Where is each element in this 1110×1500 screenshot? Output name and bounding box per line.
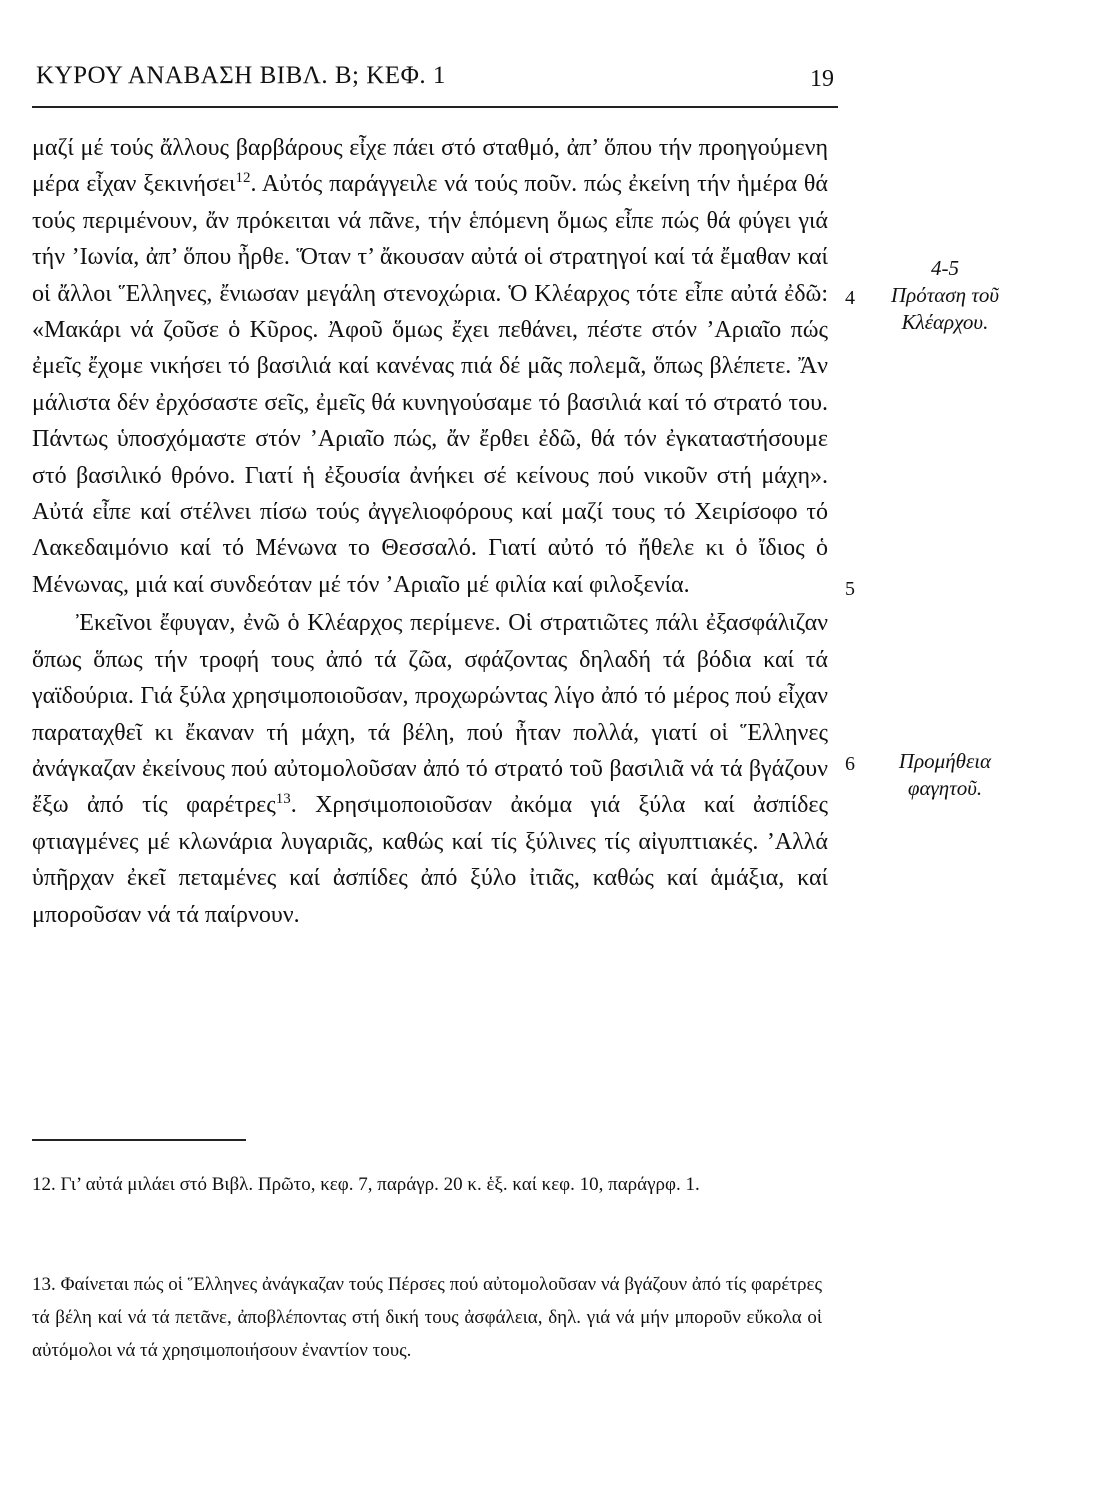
- margin-note-provisions: [880, 748, 1010, 802]
- margin-note-proposal: [880, 255, 1010, 336]
- paragraph-1-part-2: . Αὐτός παράγγειλε νά τούς ποῦν. πώς ἐκείνη τήν ἡμέρα θά τούς περιμένουν, ἄν πρόκειται νά πᾶνε, τήν ἑπόμενη ὅμως εἶπε πώς θά φύγει γιά τήν ’Ιωνία, ἀπ’ ὅπου ἦρθε. Ὅταν τ’ ἄκουσαν αὐτά οἱ στρατηγοί καί τά ἔμαθαν καί οἱ ἄλλοι Ἕλληνες, ἔνιωσαν μεγάλη στενοχώρια. Ὁ Κλέαρχος τότε εἶπε αὐτά ἐδῶ: «Μακάρι νά ζοῦσε ὁ Κῦρος. Ἀφοῦ ὅμως ἔχει πεθάνει, πέστε στόν ’Αριαῖο πώς ἐμεῖς ἔχομε νικήσει τό βασιλιά καί κανένας πιά δέ μᾶς πολεμᾶ, ὅπως βλέπετε. Ἄν μάλιστα δέν ἐρχόσαστε σεῖς, ἐμεῖς θά κυνηγούσαμε τό βασιλιά καί τό στρατό του. Πάντως ὑποσχόμαστε στόν ’Αριαῖο πώς, ἄν ἔρθει ἐδῶ, θά τόν ἐγκαταστήσουμε στό βασιλικό θρόνο. Γιατί ἡ ἐξουσία ἀνήκει σέ κείνους πού νικοῦν στή μάχη». Αὐτά εἶπε καί στέλνει πίσω τούς ἀγγελιοφόρους καί μαζί τους τό Χειρίσοφο τό Λακεδαιμόνιο καί τό Μένωνα το Θεσσαλό. Γιατί αὐτό τό ἤθελε κι ὁ ἴδιος ὁ Μένωνας, μιά καί συνδεόταν μέ τόν ’Αριαῖο μέ φιλία καί φιλοξενία.: [32, 171, 828, 598]
- footnote-separator: [32, 1139, 246, 1141]
- running-header: [32, 62, 838, 108]
- margin-number-5: 5: [845, 578, 855, 600]
- paragraph-2-part-2: . Χρησιμοποιοῦσαν ἀκόμα γιά ξύλα καί ἀσπίδες φτιαγμένες μέ κλωνάρια λυγαριᾶς, καθώς καί τίς ξύλινες τίς αἰγυπτιακές. ’Αλλά ὑπῆρχαν ἐκεῖ πεταμένες καί ἀσπίδες ἀπό ξύλο ἰτιᾶς, καθώς καί ἁμάξια, καί μποροῦσαν νά τά παίρνουν.: [32, 792, 829, 928]
- paragraph-2: [32, 605, 828, 933]
- margin-note-proposal-range: 4-5: [931, 256, 959, 280]
- paragraph-1-part-1: μαζί μέ τούς ἄλλους βαρβάρους εἶχε πάει στό σταθμό, ἀπ’ ὅπου τήν προηγούμενη μέρα εἶχαν ξεκινήσει: [32, 135, 828, 198]
- running-title: ΚΥΡΟΥ ΑΝΑΒΑΣΗ ΒΙΒΛ. Β; ΚΕΦ. 1: [36, 62, 446, 89]
- main-text: [32, 130, 828, 933]
- margin-note-provisions-line-1: Προμήθεια: [898, 749, 992, 773]
- margin-note-proposal-line-1: Πρόταση τοῦ: [891, 283, 999, 307]
- margin-note-proposal-line-2: Κλέαρχου.: [901, 310, 989, 334]
- footnote-ref-13: 13: [275, 791, 291, 808]
- paragraph-2-part-1: Ἐκεῖνοι ἔφυγαν, ἐνῶ ὁ Κλέαρχος περίμενε. Οἱ στρατιῶτες πάλι ἐξασφάλιζαν ὅπως ὅπως τήν τροφή τους ἀπό τά ζῶα, σφάζοντας δηλαδή τά βόδια καί τά γαϊδούρια. Γιά ξύλα χρησιμοποιοῦσαν, προχωρώντας λίγο ἀπό τό μέρος πού εἶχαν παραταχθεῖ κι ἔκαναν τή μάχη, τά βέλη, πού ἦταν πολλά, γιατί οἱ Ἕλληνες ἀνάγκαζαν ἐκείνους πού αὐτομολοῦσαν ἀπό τό στρατό τοῦ βασιλιᾶ νά τά βγάζουν ἔξω ἀπό τίς φαρέτρες: [32, 610, 828, 819]
- page-number: 19: [810, 66, 834, 92]
- margin-note-provisions-line-2: φαγητοῦ.: [907, 776, 983, 800]
- margin-number-6: 6: [845, 753, 855, 775]
- footnote-13: 13. Φαίνεται πώς οἱ Ἕλληνες ἀνάγκαζαν τούς Πέρσες πού αὐτομολοῦσαν νά βγάζουν ἀπό τίς φαρέτρες τά βέλη καί νά τά πετᾶνε, ἀποβλέποντας στή δική τους ἀσφάλεια, δηλ. γιά νά μήν μποροῦν εὔκολα οἱ αὐτόμολοι νά τά χρησιμοποιήσουν ἐναντίον τους.: [32, 1274, 822, 1361]
- paragraph-1: [32, 130, 828, 603]
- footnote-12: 12. Γι’ αὐτά μιλάει στό Βιβλ. Πρῶτο, κεφ. 7, παράγρ. 20 κ. ἑξ. καί κεφ. 10, παράγρφ. 1.: [32, 1174, 700, 1195]
- margin-number-4: 4: [845, 287, 855, 309]
- footnote-ref-12: 12: [235, 170, 251, 187]
